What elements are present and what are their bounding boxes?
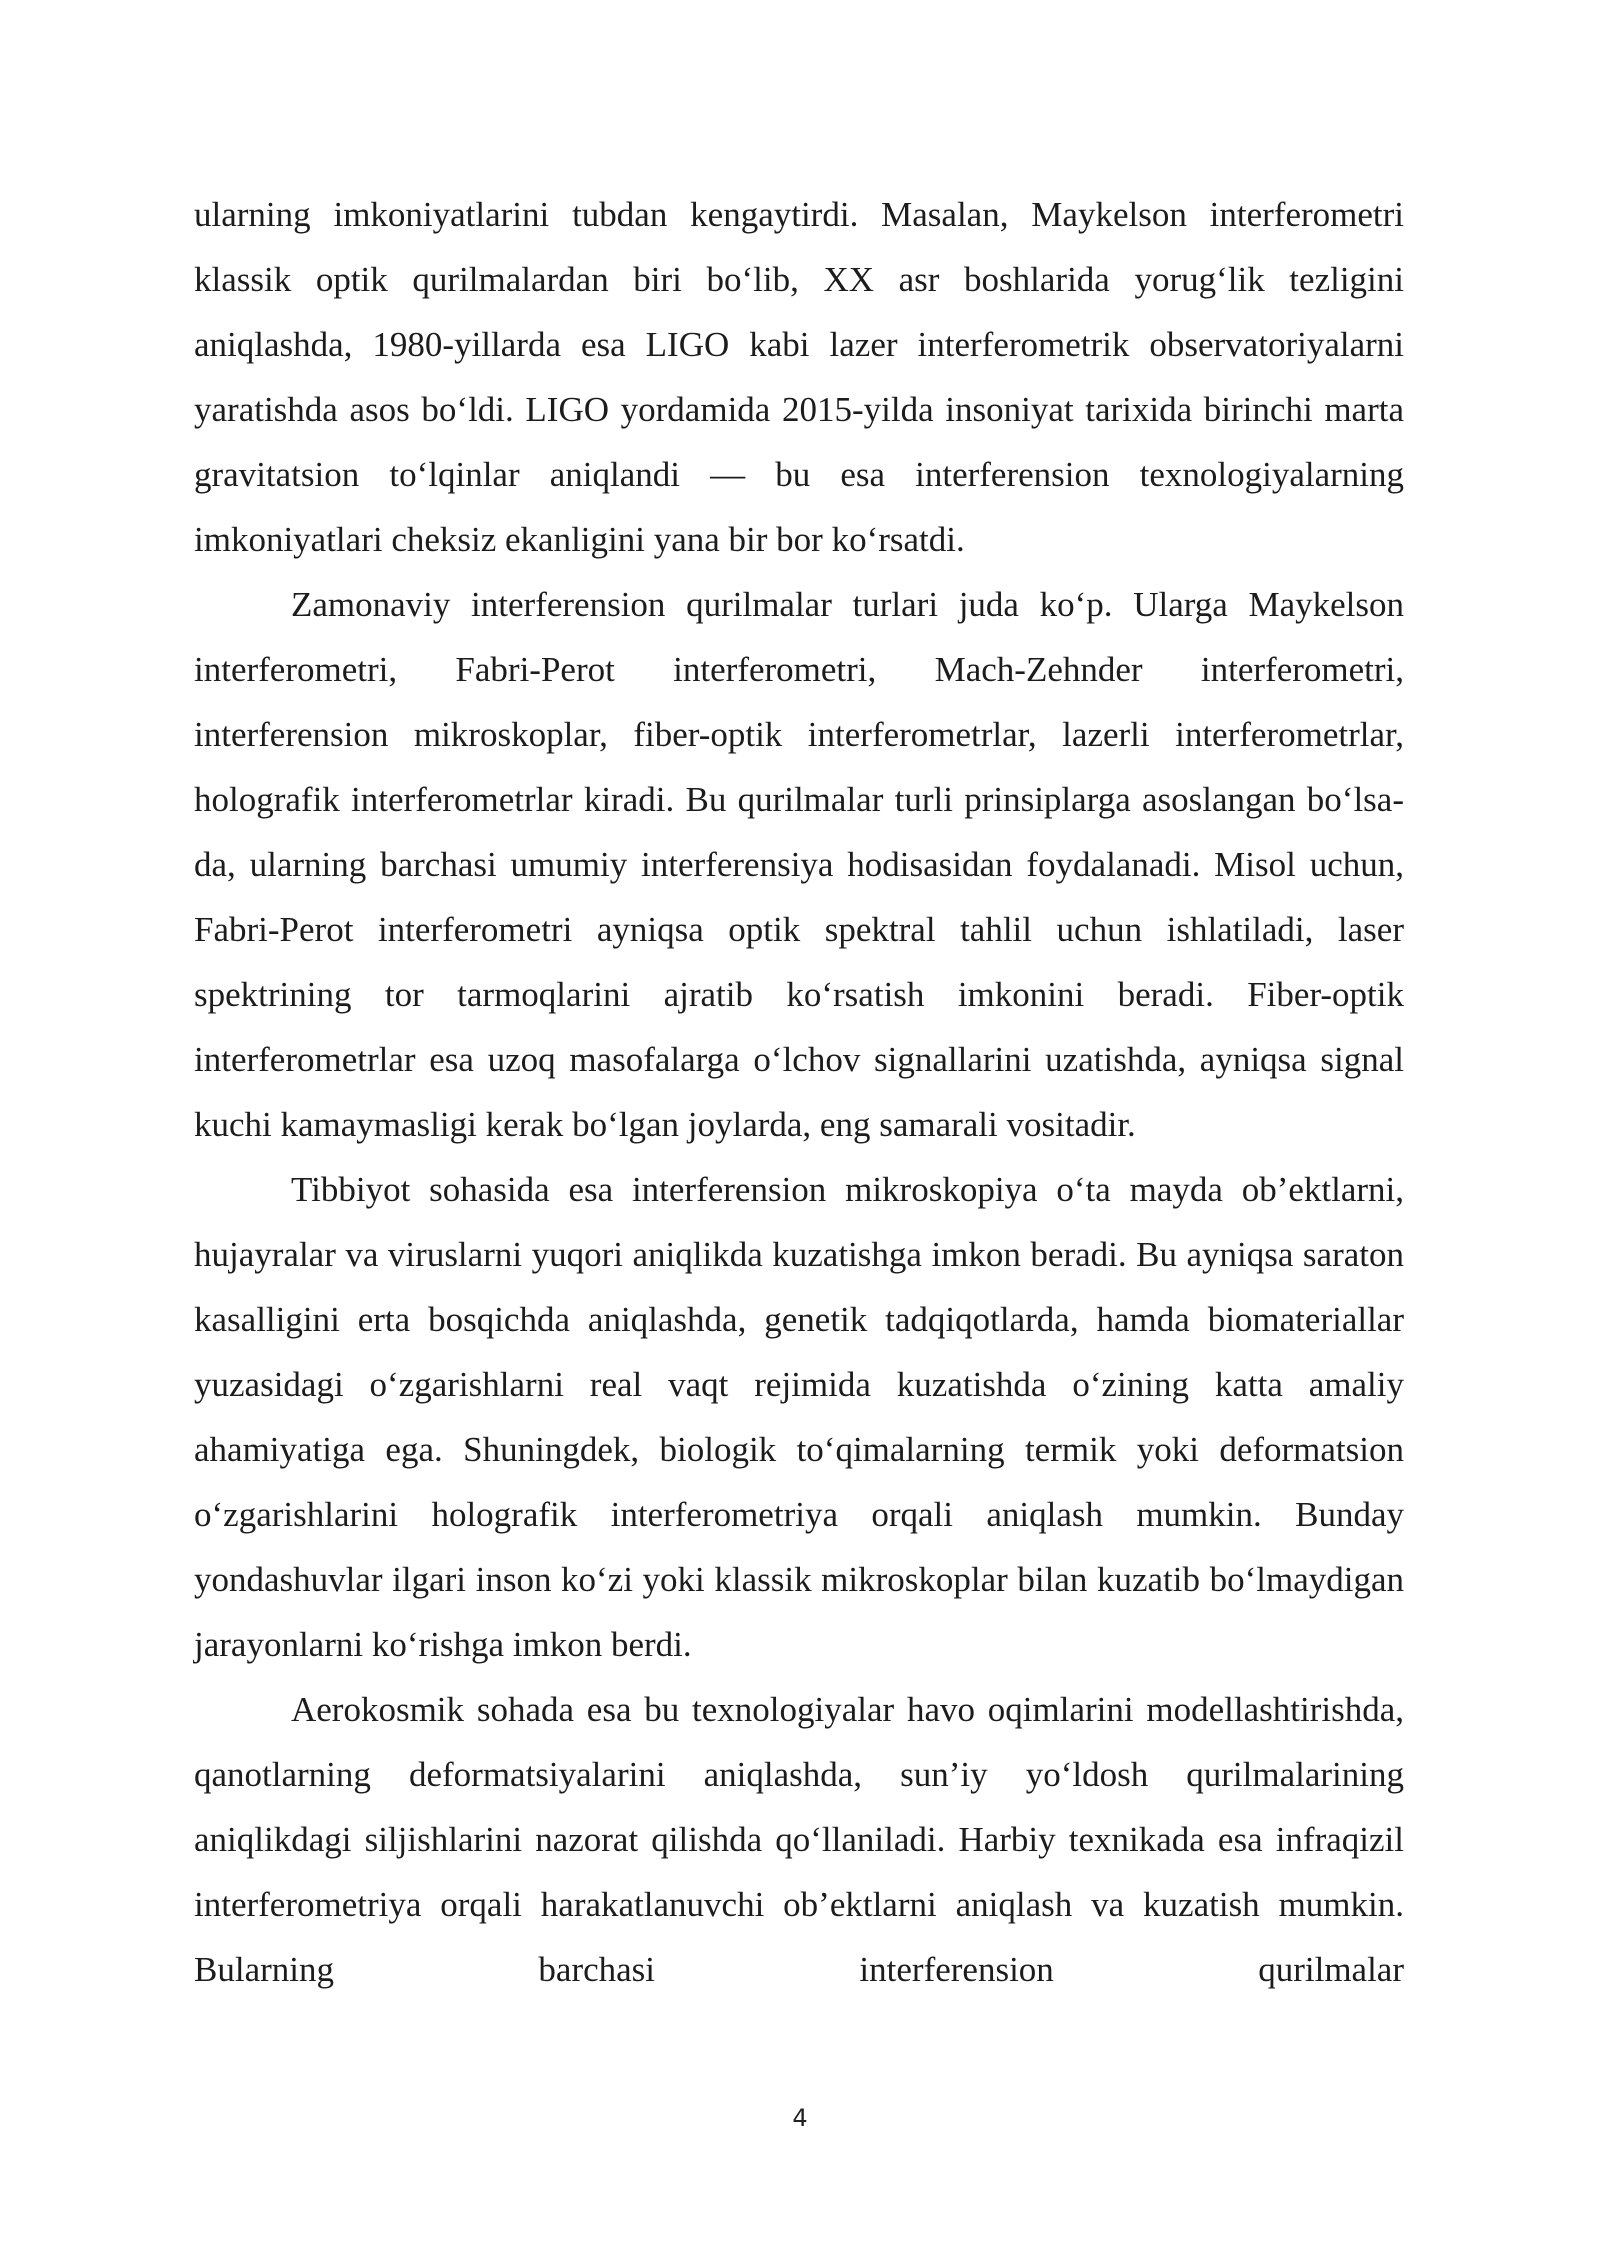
paragraph-aerospace: Aerokosmik sohada esa bu texnologiyalar havo oqimlarini modellashtirishda, qanotlarning deformatsiyalarini aniqlashda, sun’iy yo‘ldosh qurilmalarining aniqlikdagi siljishlarini nazorat qilishda qo‘llaniladi. Harbiy texnikada esa infraqizil interferometriya orqali harakatlanuvchi ob’ektlarni aniqlash va kuzatish mumkin. Bularning barchasi interferension qurilmalar	[194, 1690, 1404, 1989]
paragraph-interferometer-types: Zamonaviy interferension qurilmalar turlari juda ko‘p. Ularga Maykelson interferometri, Fabri-Perot interferometri, Mach-Zehnder interferometri, interferension mikroskoplar, fiber-optik interferometrlar, lazerli interferometrlar, holografik interferometrlar kiradi. Bu qurilmalar turli prinsiplarga asoslangan bo‘lsa-da, ularning barchasi umumiy interferensiya hodisasidan foydalanadi. Misol uchun, Fabri-Perot interferometri ayniqsa optik spektral tahlil uchun ishlatiladi, laser spektrining tor tarmoqlarini ajratib ko‘rsatish imkonini beradi. Fiber-optik interferometrlar esa uzoq masofalarga o‘lchov signallarini uzatishda, ayniqsa signal kuchi kamaymasligi kerak bo‘lgan joylarda, eng samarali vositadir.	[194, 585, 1404, 1144]
document-body	[194, 182, 1404, 2002]
page-number: 4	[792, 2104, 808, 2132]
paragraph-medicine: Tibbiyot sohasida esa interferension mikroskopiya o‘ta mayda ob’ektlarni, hujayralar va viruslarni yuqori aniqlikda kuzatishga imkon beradi. Bu ayniqsa saraton kasalligini erta bosqichda aniqlashda, genetik tadqiqotlarda, hamda biomateriallar yuzasidagi o‘zgarishlarni real vaqt rejimida kuzatishda o‘zining katta amaliy ahamiyatiga ega. Shuningdek, biologik to‘qimalarning termik yoki deformatsion o‘zgarishlarini holografik interferometriya orqali aniqlash mumkin. Bunday yondashuvlar ilgari inson ko‘zi yoki klassik mikroskoplar bilan kuzatib bo‘lmaydigan jarayonlarni ko‘rishga imkon berdi.	[194, 1170, 1404, 1664]
paragraph-continuation: ularning imkoniyatlarini tubdan kengaytirdi. Masalan, Maykelson interferometri klassik optik qurilmalardan biri bo‘lib, XX asr boshlarida yorug‘lik tezligini aniqlashda, 1980-yillarda esa LIGO kabi lazer interferometrik observatoriyalarni yaratishda asos bo‘ldi. LIGO yordamida 2015-yilda insoniyat tarixida birinchi marta gravitatsion to‘lqinlar aniqlandi — bu esa interferension texnologiyalarning imkoniyatlari cheksiz ekanligini yana bir bor ko‘rsatdi.	[194, 195, 1404, 559]
